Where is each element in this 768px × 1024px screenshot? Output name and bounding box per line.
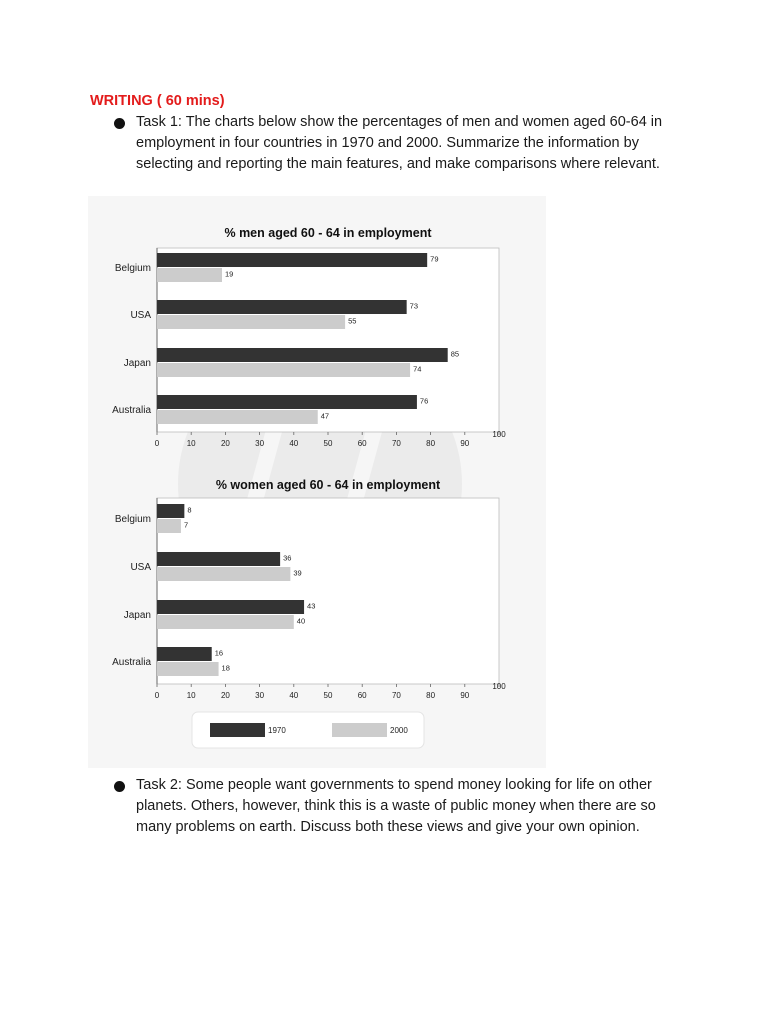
bullet-icon	[114, 781, 125, 792]
category-label: Belgium	[114, 514, 151, 525]
section-heading: WRITING ( 60 mins)	[90, 93, 225, 109]
data-label: 76	[419, 396, 429, 406]
task-1	[114, 112, 694, 175]
x-tick-label: 60	[357, 439, 367, 448]
legend-swatch-1970	[210, 723, 265, 737]
task-2-text: Task 2: Some people want governments to spend money looking for life on other planets. Others, however, think this is a waste of public money when there are so many problems on earth. Discuss both these views and give your own opinion.	[136, 777, 656, 835]
charts-svg	[88, 196, 546, 768]
category-label: Japan	[123, 358, 151, 369]
data-label: 55	[348, 316, 357, 326]
bar-2000	[157, 662, 219, 676]
x-tick-label: 10	[186, 439, 196, 448]
data-label: 16	[214, 648, 224, 658]
x-tick-label: 20	[220, 439, 230, 448]
data-label: 18	[221, 663, 230, 673]
data-label: 19	[224, 269, 234, 279]
x-tick-label: 50	[323, 691, 333, 700]
data-label: 40	[296, 616, 306, 626]
bar-2000	[157, 363, 410, 377]
chart-figure	[88, 196, 546, 768]
bar-1970	[157, 348, 448, 362]
bar-1970	[157, 253, 427, 267]
data-label: 79	[430, 254, 439, 264]
x-tick-label: 90	[460, 439, 470, 448]
category-label: Australia	[112, 405, 151, 416]
x-tick-label: 0	[154, 439, 160, 448]
x-tick-label: 80	[426, 691, 436, 700]
x-tick-label: 50	[323, 439, 333, 448]
data-label: 85	[450, 349, 460, 359]
bar-2000	[157, 268, 222, 282]
bar-1970	[157, 552, 280, 566]
bullet-icon	[114, 118, 125, 129]
legend	[192, 712, 424, 748]
bar-1970	[157, 300, 407, 314]
data-label: 8	[187, 505, 192, 515]
x-tick-label: 40	[289, 691, 299, 700]
x-tick-label: 90	[460, 691, 470, 700]
data-label: 74	[413, 364, 422, 374]
data-label: 43	[307, 601, 316, 611]
data-label: 39	[293, 568, 302, 578]
x-tick-label: 0	[154, 691, 160, 700]
bar-2000	[157, 519, 181, 533]
bar-1970	[157, 600, 304, 614]
x-tick-label: 30	[255, 691, 265, 700]
legend-label: 2000	[390, 726, 408, 735]
chart-title: % men aged 60 - 64 in employment	[224, 226, 432, 240]
category-label: USA	[130, 310, 151, 321]
chart-2	[112, 478, 506, 700]
x-tick-label: 70	[391, 439, 401, 448]
legend-label: 1970	[268, 726, 286, 735]
bar-1970	[157, 504, 184, 518]
x-tick-label: 100	[492, 430, 506, 439]
bar-2000	[157, 410, 318, 424]
chart-1	[112, 226, 506, 448]
x-tick-label: 60	[357, 691, 367, 700]
x-tick-label: 70	[391, 691, 401, 700]
x-tick-label: 10	[186, 691, 196, 700]
bar-2000	[157, 567, 290, 581]
data-label: 47	[320, 411, 330, 421]
x-tick-label: 30	[255, 439, 265, 448]
x-tick-label: 40	[289, 439, 299, 448]
legend-swatch-2000	[332, 723, 387, 737]
bar-1970	[157, 395, 417, 409]
bar-2000	[157, 315, 345, 329]
x-tick-label: 20	[220, 691, 230, 700]
chart-title: % women aged 60 - 64 in employment	[215, 478, 441, 492]
x-tick-label: 100	[492, 682, 506, 691]
category-label: Japan	[123, 610, 151, 621]
task-2	[114, 775, 694, 838]
data-label: 73	[409, 301, 419, 311]
category-label: Belgium	[114, 263, 151, 274]
category-label: Australia	[112, 657, 151, 668]
x-tick-label: 80	[426, 439, 436, 448]
bar-1970	[157, 647, 212, 661]
data-label: 7	[183, 520, 189, 530]
category-label: USA	[130, 562, 151, 573]
task-1-text: Task 1: The charts below show the percentages of men and women aged 60-64 in employment in four countries in 1970 and 2000. Summarize the information by selecting and reporting the main features, and make comparisons where relevant.	[136, 114, 663, 172]
data-label: 36	[283, 553, 292, 563]
bar-2000	[157, 615, 294, 629]
